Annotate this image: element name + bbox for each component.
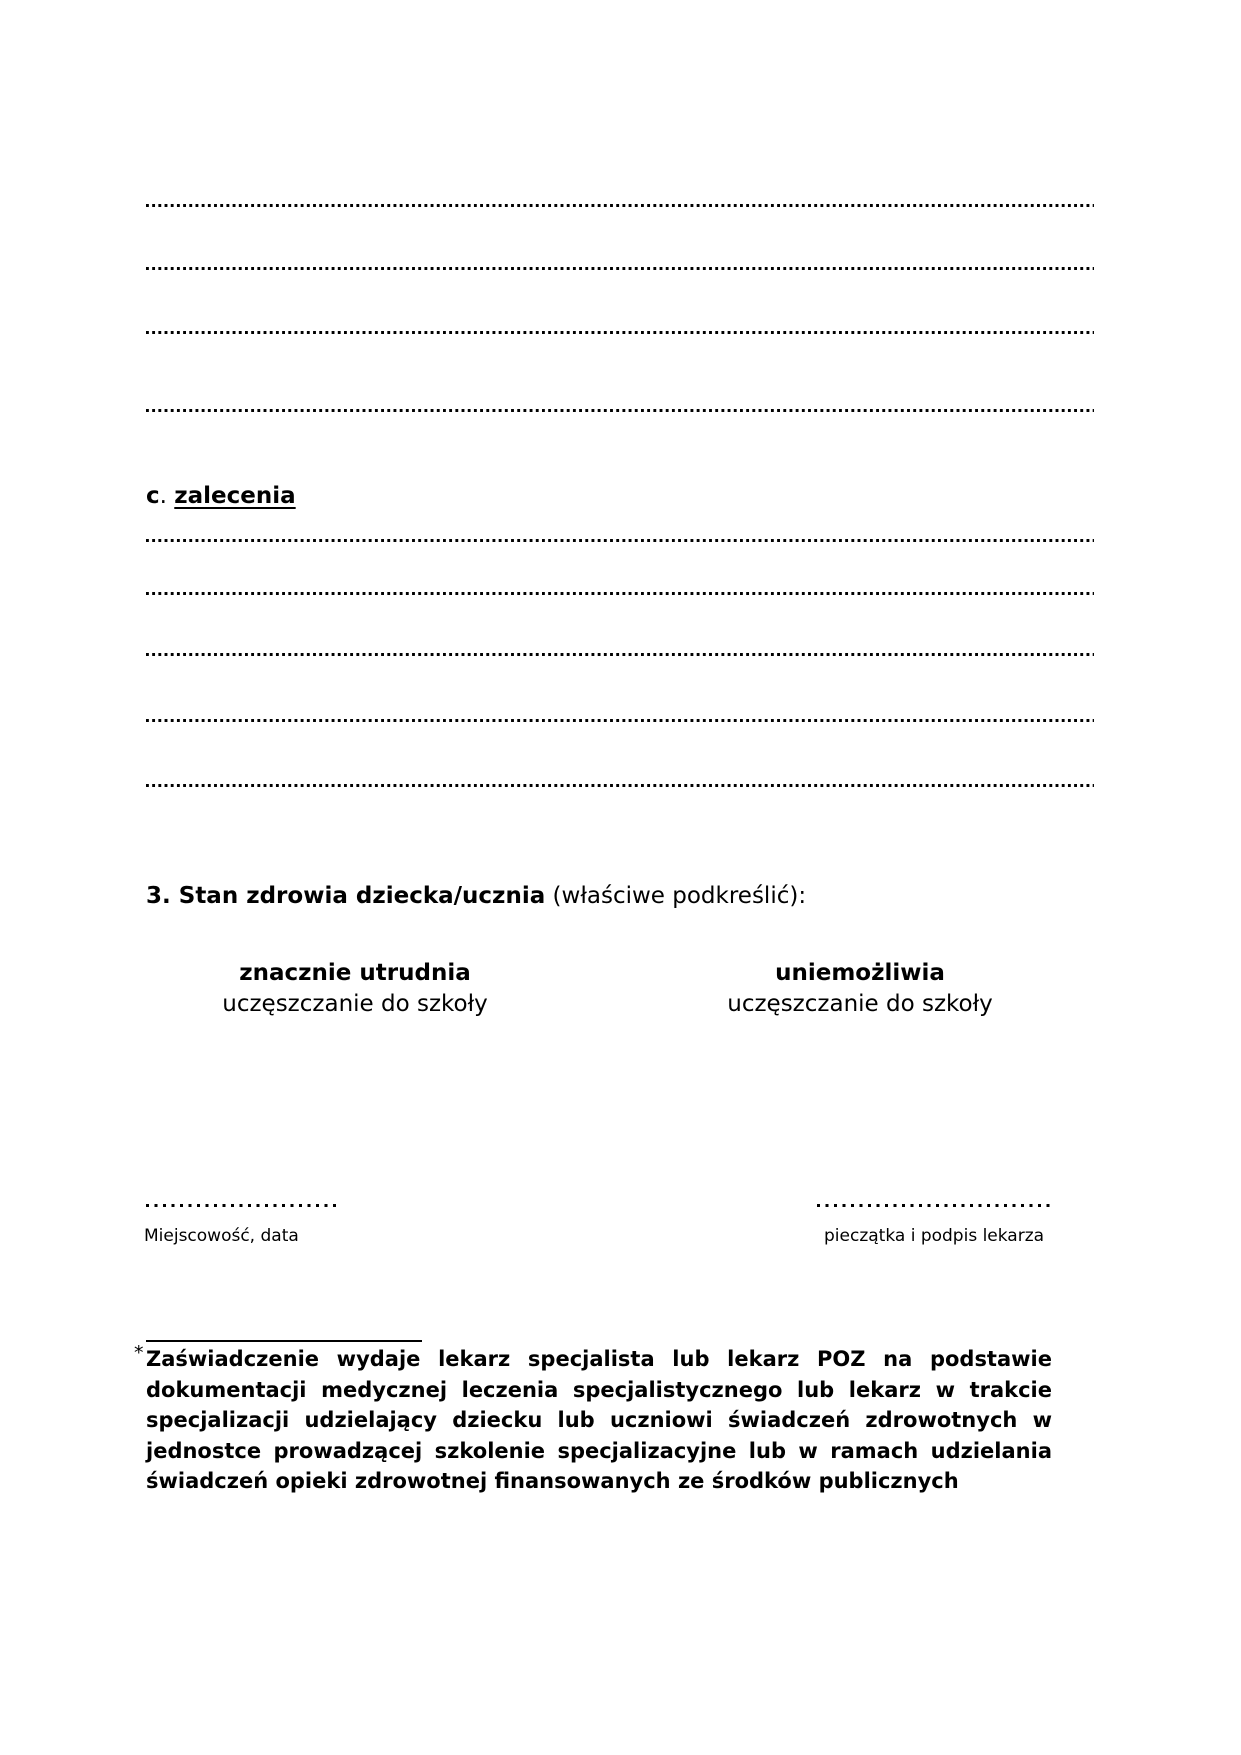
option-right-text: uczęszczanie do szkoły <box>727 991 993 1017</box>
place-date-label: Miejscowość, data <box>144 1226 299 1246</box>
section-c-separator: . <box>159 483 167 509</box>
section-c-line-4[interactable] <box>146 718 1094 722</box>
section-c-line-2[interactable] <box>146 591 1094 595</box>
section-c-heading <box>146 481 296 511</box>
footnote-marker: * <box>134 1342 144 1364</box>
option-left-text: uczęszczanie do szkoły <box>222 991 488 1017</box>
section-b-line-2[interactable] <box>146 266 1094 270</box>
footnote-separator <box>146 1340 422 1342</box>
section-3-note: (właściwe podkreślić): <box>552 883 807 909</box>
section-c-letter: c <box>146 483 160 509</box>
option-prevents[interactable] <box>710 958 1010 1020</box>
footnote-text: Zaświadczenie wydaje lekarz specjalista lub lekarz POZ na podstawie dokumentacji medycznej leczenia specjalistycznego lub lekarz w trakcie specjalizacji udzielający dziecku lub uczniowi świadczeń zdrowotnych w jednostce prowadzącej szkolenie specjalizacyjne lub w ramach udzielania świadczeń opieki zdrowotnej finansowanych ze środków publicznych <box>146 1347 1052 1494</box>
section-c-title: zalecenia <box>174 483 296 509</box>
section-c-line-5[interactable] <box>146 783 1094 787</box>
option-left-bold: znacznie utrudnia <box>239 960 471 986</box>
section-3-title: 3. Stan zdrowia dziecka/ucznia <box>146 883 546 909</box>
section-3-heading <box>146 881 806 911</box>
doctor-signature-label: pieczątka i podpis lekarza <box>824 1226 1045 1246</box>
section-b-line-3[interactable] <box>146 330 1094 334</box>
section-c-line-1[interactable] <box>146 538 1094 542</box>
section-c-line-3[interactable] <box>146 652 1094 656</box>
doctor-signature-field[interactable] <box>817 1203 1055 1207</box>
option-right-bold: uniemożliwia <box>775 960 945 986</box>
section-b-line-1[interactable] <box>146 203 1094 207</box>
place-date-field[interactable] <box>146 1203 336 1207</box>
footnote <box>134 1342 1052 1497</box>
section-b-line-4[interactable] <box>146 408 1094 412</box>
option-significantly-hinders[interactable] <box>210 958 500 1020</box>
